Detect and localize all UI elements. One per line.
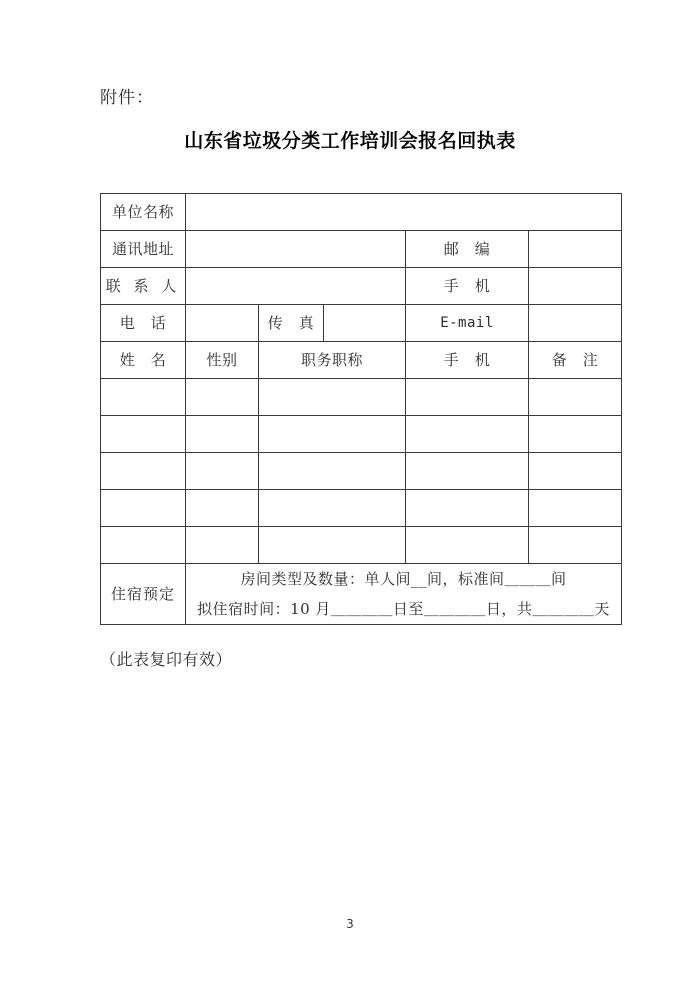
label-address: 通讯地址 — [101, 231, 186, 268]
cell-mobile[interactable] — [406, 527, 529, 564]
cell-gender[interactable] — [186, 490, 259, 527]
table-row — [101, 527, 622, 564]
field-lodging-booking[interactable] — [186, 564, 622, 625]
table-row-contact — [101, 268, 622, 305]
column-header-position-title: 职务职称 — [259, 342, 406, 379]
lodging-dates-line: 拟住宿时间：10 月＿＿＿＿日至＿＿＿＿日，共＿＿＿＿天 — [197, 600, 610, 618]
table-row — [101, 379, 622, 416]
cell-gender[interactable] — [186, 416, 259, 453]
cell-name[interactable] — [101, 416, 186, 453]
cell-remarks[interactable] — [529, 416, 622, 453]
label-postcode: 邮 编 — [406, 231, 529, 268]
registration-form-table — [100, 193, 622, 625]
column-header-remarks: 备 注 — [529, 342, 622, 379]
table-row — [101, 416, 622, 453]
cell-name[interactable] — [101, 379, 186, 416]
cell-remarks[interactable] — [529, 490, 622, 527]
label-contact-person: 联 系 人 — [101, 268, 186, 305]
cell-mobile[interactable] — [406, 379, 529, 416]
table-row-address — [101, 231, 622, 268]
table-row-lodging — [101, 564, 622, 625]
label-mobile: 手 机 — [406, 268, 529, 305]
table-row-phone — [101, 305, 622, 342]
table-row — [101, 453, 622, 490]
cell-mobile[interactable] — [406, 416, 529, 453]
field-fax[interactable] — [324, 305, 406, 342]
cell-remarks[interactable] — [529, 453, 622, 490]
cell-mobile[interactable] — [406, 490, 529, 527]
copy-validity-note: （此表复印有效） — [100, 650, 233, 669]
field-contact-person[interactable] — [186, 268, 406, 305]
label-lodging-booking: 住宿预定 — [101, 564, 186, 625]
lodging-room-type-line: 房间类型及数量：单人间__间，标准间＿＿＿间 — [240, 570, 567, 588]
column-header-name: 姓 名 — [101, 342, 186, 379]
cell-position-title[interactable] — [259, 379, 406, 416]
table-row-unit-name — [101, 194, 622, 231]
page-number: 3 — [346, 917, 354, 931]
field-address[interactable] — [186, 231, 406, 268]
page-title: 山东省垃圾分类工作培训会报名回执表 — [184, 130, 516, 152]
label-email: E-mail — [406, 305, 529, 342]
field-mobile[interactable] — [529, 268, 622, 305]
cell-position-title[interactable] — [259, 527, 406, 564]
cell-name[interactable] — [101, 527, 186, 564]
field-unit-name[interactable] — [186, 194, 622, 231]
field-telephone[interactable] — [186, 305, 259, 342]
cell-gender[interactable] — [186, 379, 259, 416]
table-header-row-persons — [101, 342, 622, 379]
cell-position-title[interactable] — [259, 453, 406, 490]
field-postcode[interactable] — [529, 231, 622, 268]
cell-gender[interactable] — [186, 453, 259, 490]
label-unit-name: 单位名称 — [101, 194, 186, 231]
cell-position-title[interactable] — [259, 416, 406, 453]
cell-name[interactable] — [101, 453, 186, 490]
cell-remarks[interactable] — [529, 379, 622, 416]
label-fax: 传 真 — [259, 305, 324, 342]
cell-mobile[interactable] — [406, 453, 529, 490]
cell-position-title[interactable] — [259, 490, 406, 527]
attachment-label: 附件： — [100, 88, 154, 108]
label-telephone: 电 话 — [101, 305, 186, 342]
field-email[interactable] — [529, 305, 622, 342]
table-row — [101, 490, 622, 527]
column-header-mobile: 手 机 — [406, 342, 529, 379]
cell-remarks[interactable] — [529, 527, 622, 564]
cell-name[interactable] — [101, 490, 186, 527]
column-header-gender: 性别 — [186, 342, 259, 379]
cell-gender[interactable] — [186, 527, 259, 564]
